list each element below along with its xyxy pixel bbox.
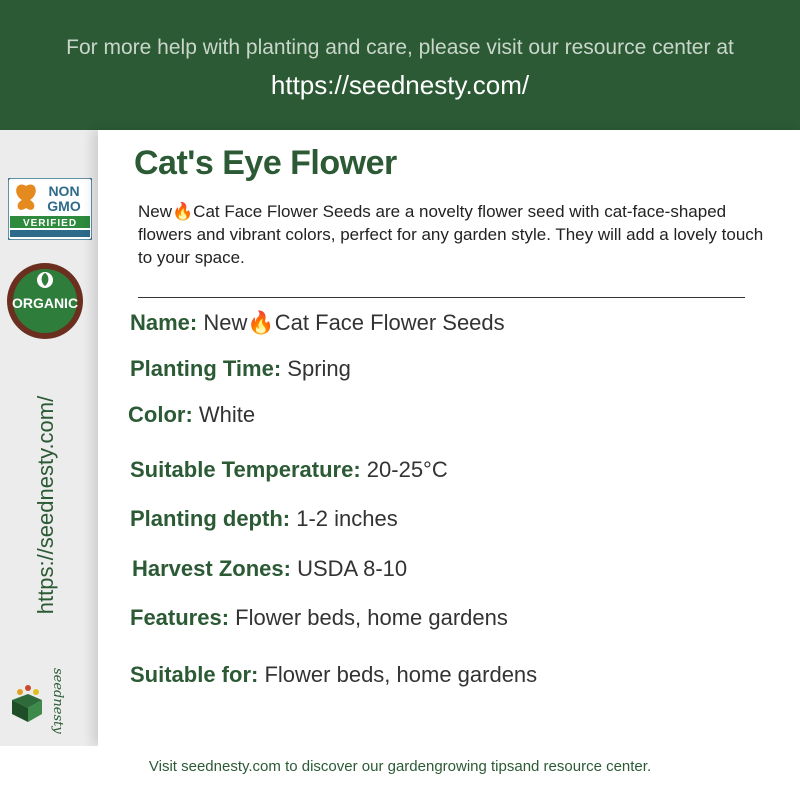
detail-value: Flower beds, home gardens	[235, 605, 508, 630]
detail-row-color	[128, 402, 255, 428]
banner-url-link[interactable]: https://seednesty.com/	[270, 70, 530, 100]
detail-value: Spring	[287, 356, 351, 381]
butterfly-icon	[16, 185, 36, 210]
detail-label: Name:	[130, 310, 198, 335]
detail-value: USDA 8-10	[297, 556, 408, 581]
product-info-card	[98, 130, 800, 746]
detail-value: Flower beds, home gardens	[264, 662, 538, 687]
nongmo-text-1: NON	[48, 183, 80, 199]
detail-row-features	[130, 605, 508, 631]
seednesty-logo	[6, 664, 66, 744]
footer-text: Visit seednesty.com to discover our gardengrowing tipsand resource center.	[148, 758, 652, 775]
detail-value: New🔥Cat Face Flower Seeds	[203, 310, 505, 335]
nongmo-text-2: GMO	[47, 198, 81, 214]
banner-help-text: For more help with planting and care, please visit our resource center at	[66, 36, 734, 59]
detail-value: 1-2 inches	[296, 506, 398, 531]
product-title: Cat's Eye Flower	[134, 144, 397, 182]
detail-label: Suitable Temperature:	[130, 457, 361, 482]
detail-row-harvest-zones	[132, 556, 407, 582]
divider	[138, 297, 745, 298]
vertical-website-url[interactable]: https://seednesty.com/	[33, 395, 58, 615]
detail-row-suitable-for	[130, 662, 537, 688]
non-gmo-verified-badge	[8, 178, 92, 240]
detail-value: 20-25°C	[366, 457, 448, 482]
detail-label: Color:	[128, 402, 193, 427]
detail-row-temperature	[130, 457, 448, 483]
footer	[0, 746, 800, 800]
detail-label: Suitable for:	[130, 662, 259, 687]
detail-row-planting-time	[130, 356, 351, 382]
product-description: New🔥Cat Face Flower Seeds are a novelty flower seed with cat-face-shaped flowers and vibrant colors, perfect for any garden style. They will add a lovely touch to your space.	[138, 202, 764, 267]
detail-row-planting-depth	[130, 506, 398, 532]
detail-label: Planting Time:	[130, 356, 282, 381]
organic-badge	[6, 262, 84, 340]
top-banner	[0, 0, 800, 130]
organic-text: ORGANIC	[11, 295, 79, 311]
detail-label: Planting depth:	[130, 506, 291, 531]
nongmo-text-3: VERIFIED	[22, 218, 78, 229]
detail-row-name	[130, 310, 505, 336]
logo-text: seednesty	[50, 668, 65, 734]
detail-value: White	[198, 402, 256, 427]
detail-label: Features:	[130, 605, 230, 630]
detail-label: Harvest Zones:	[132, 556, 291, 581]
